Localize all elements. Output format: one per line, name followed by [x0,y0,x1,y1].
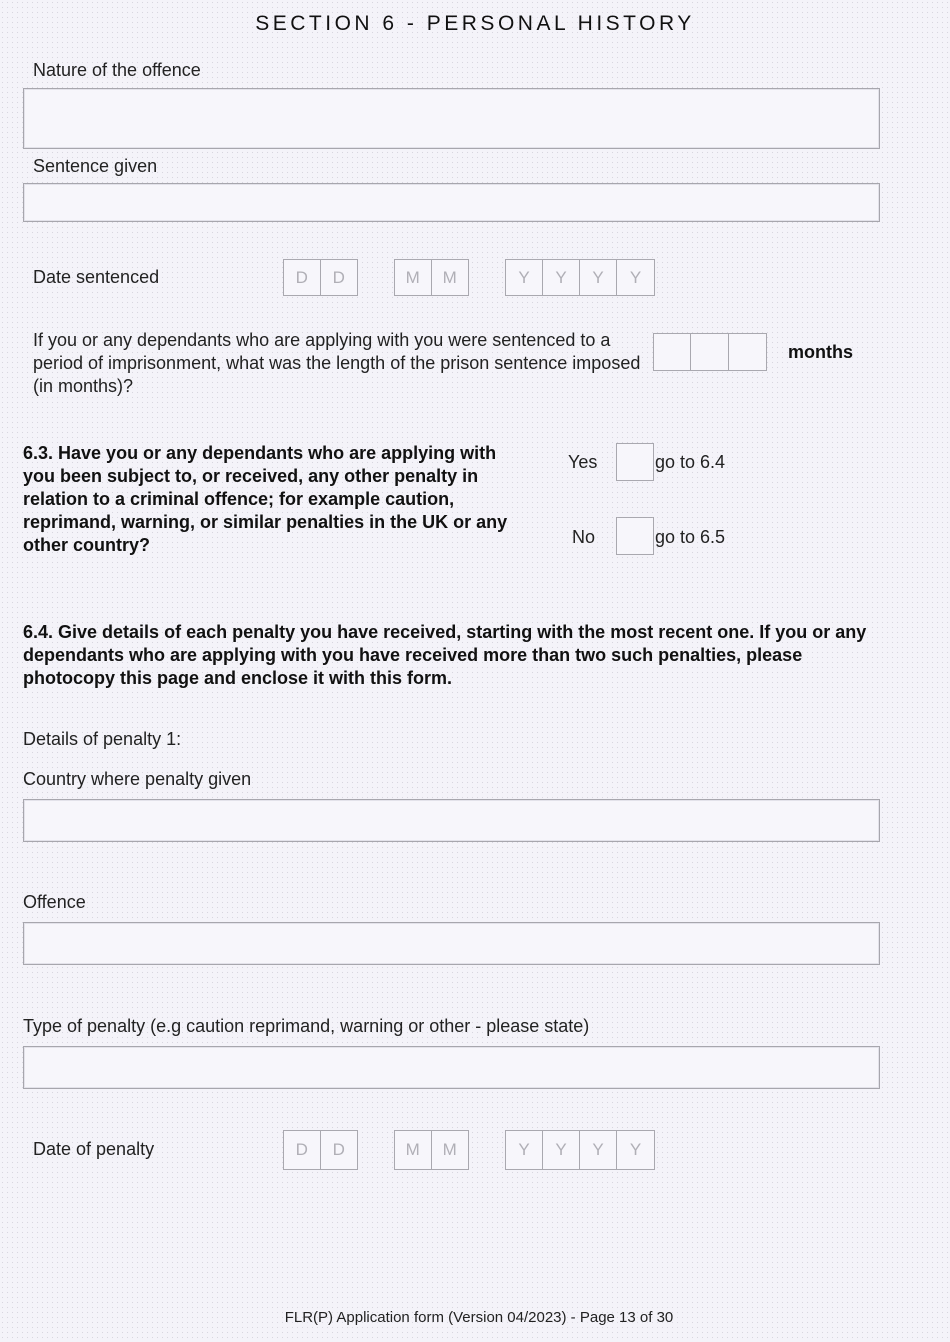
no-goto-label: go to 6.5 [655,527,726,547]
months-digit[interactable] [654,334,691,370]
month-digit[interactable]: M [442,267,457,287]
country-field[interactable] [23,799,880,842]
yes-checkbox[interactable] [616,443,654,481]
penalty-date-year[interactable] [505,1130,655,1170]
section-title: SECTION 6 - PERSONAL HISTORY [255,12,695,35]
month-digit[interactable]: M [442,1140,457,1159]
year-digit[interactable]: Y [506,1131,543,1169]
months-digit[interactable] [691,334,728,370]
penalty-type-label: Type of penalty (e.g caution reprimand, warning or other - please state) [23,1016,590,1036]
penalty-date-month[interactable] [394,1130,469,1170]
year-digit[interactable]: Y [543,1131,580,1169]
sentence-given-field[interactable] [23,183,880,222]
yes-goto-label: go to 6.4 [655,452,726,472]
day-digit[interactable]: D [332,267,345,287]
date-sentenced-year[interactable] [505,259,655,296]
date-sentenced-label: Date sentenced [33,267,160,287]
months-label: months [788,342,853,362]
sentence-given-label: Sentence given [33,156,158,176]
month-digit[interactable]: M [395,1131,432,1169]
penalty-1-heading: Details of penalty 1: [23,729,182,749]
penalty-date-day[interactable] [283,1130,358,1170]
penalty-type-field[interactable] [23,1046,880,1089]
page-footer: FLR(P) Application form (Version 04/2023) - Page 13 of 30 [284,1309,674,1326]
no-checkbox[interactable] [616,517,654,555]
offence-label: Offence [23,892,86,912]
question-6-4: 6.4. Give details of each penalty you have received, starting with the most recent one. If you or any dependants who are applying with you have received more than two such penalties, please photocopy this page and enclose it with this form. [23,622,867,688]
year-digit[interactable]: Y [580,260,617,295]
day-digit[interactable]: D [284,260,321,295]
nature-of-offence-field[interactable] [23,88,880,149]
year-digit[interactable]: Y [629,1140,642,1159]
months-digit[interactable] [729,334,766,370]
year-digit[interactable]: Y [506,260,543,295]
question-6-3: 6.3. Have you or any dependants who are applying with you been subject to, or received, any other penalty in relation to a criminal offence; for example caution, reprimand, warning, or similar penalties in the UK or any other country? [23,443,508,555]
country-label: Country where penalty given [23,769,252,789]
year-digit[interactable]: Y [543,260,580,295]
year-digit[interactable]: Y [580,1131,617,1169]
date-sentenced-month[interactable] [394,259,469,296]
yes-label: Yes [568,452,598,472]
date-sentenced-day[interactable] [283,259,358,296]
no-label: No [572,527,596,547]
day-digit[interactable]: D [284,1131,321,1169]
offence-field[interactable] [23,922,880,965]
day-digit[interactable]: D [332,1140,345,1159]
year-digit[interactable]: Y [629,267,642,287]
prison-sentence-question: If you or any dependants who are applying with you were sentenced to a period of imprisonment, what was the length of the prison sentence imposed (in months)? [33,330,641,396]
prison-sentence-months-input[interactable] [653,333,767,371]
month-digit[interactable]: M [395,260,432,295]
nature-of-offence-label: Nature of the offence [33,60,201,80]
date-of-penalty-label: Date of penalty [33,1139,155,1159]
